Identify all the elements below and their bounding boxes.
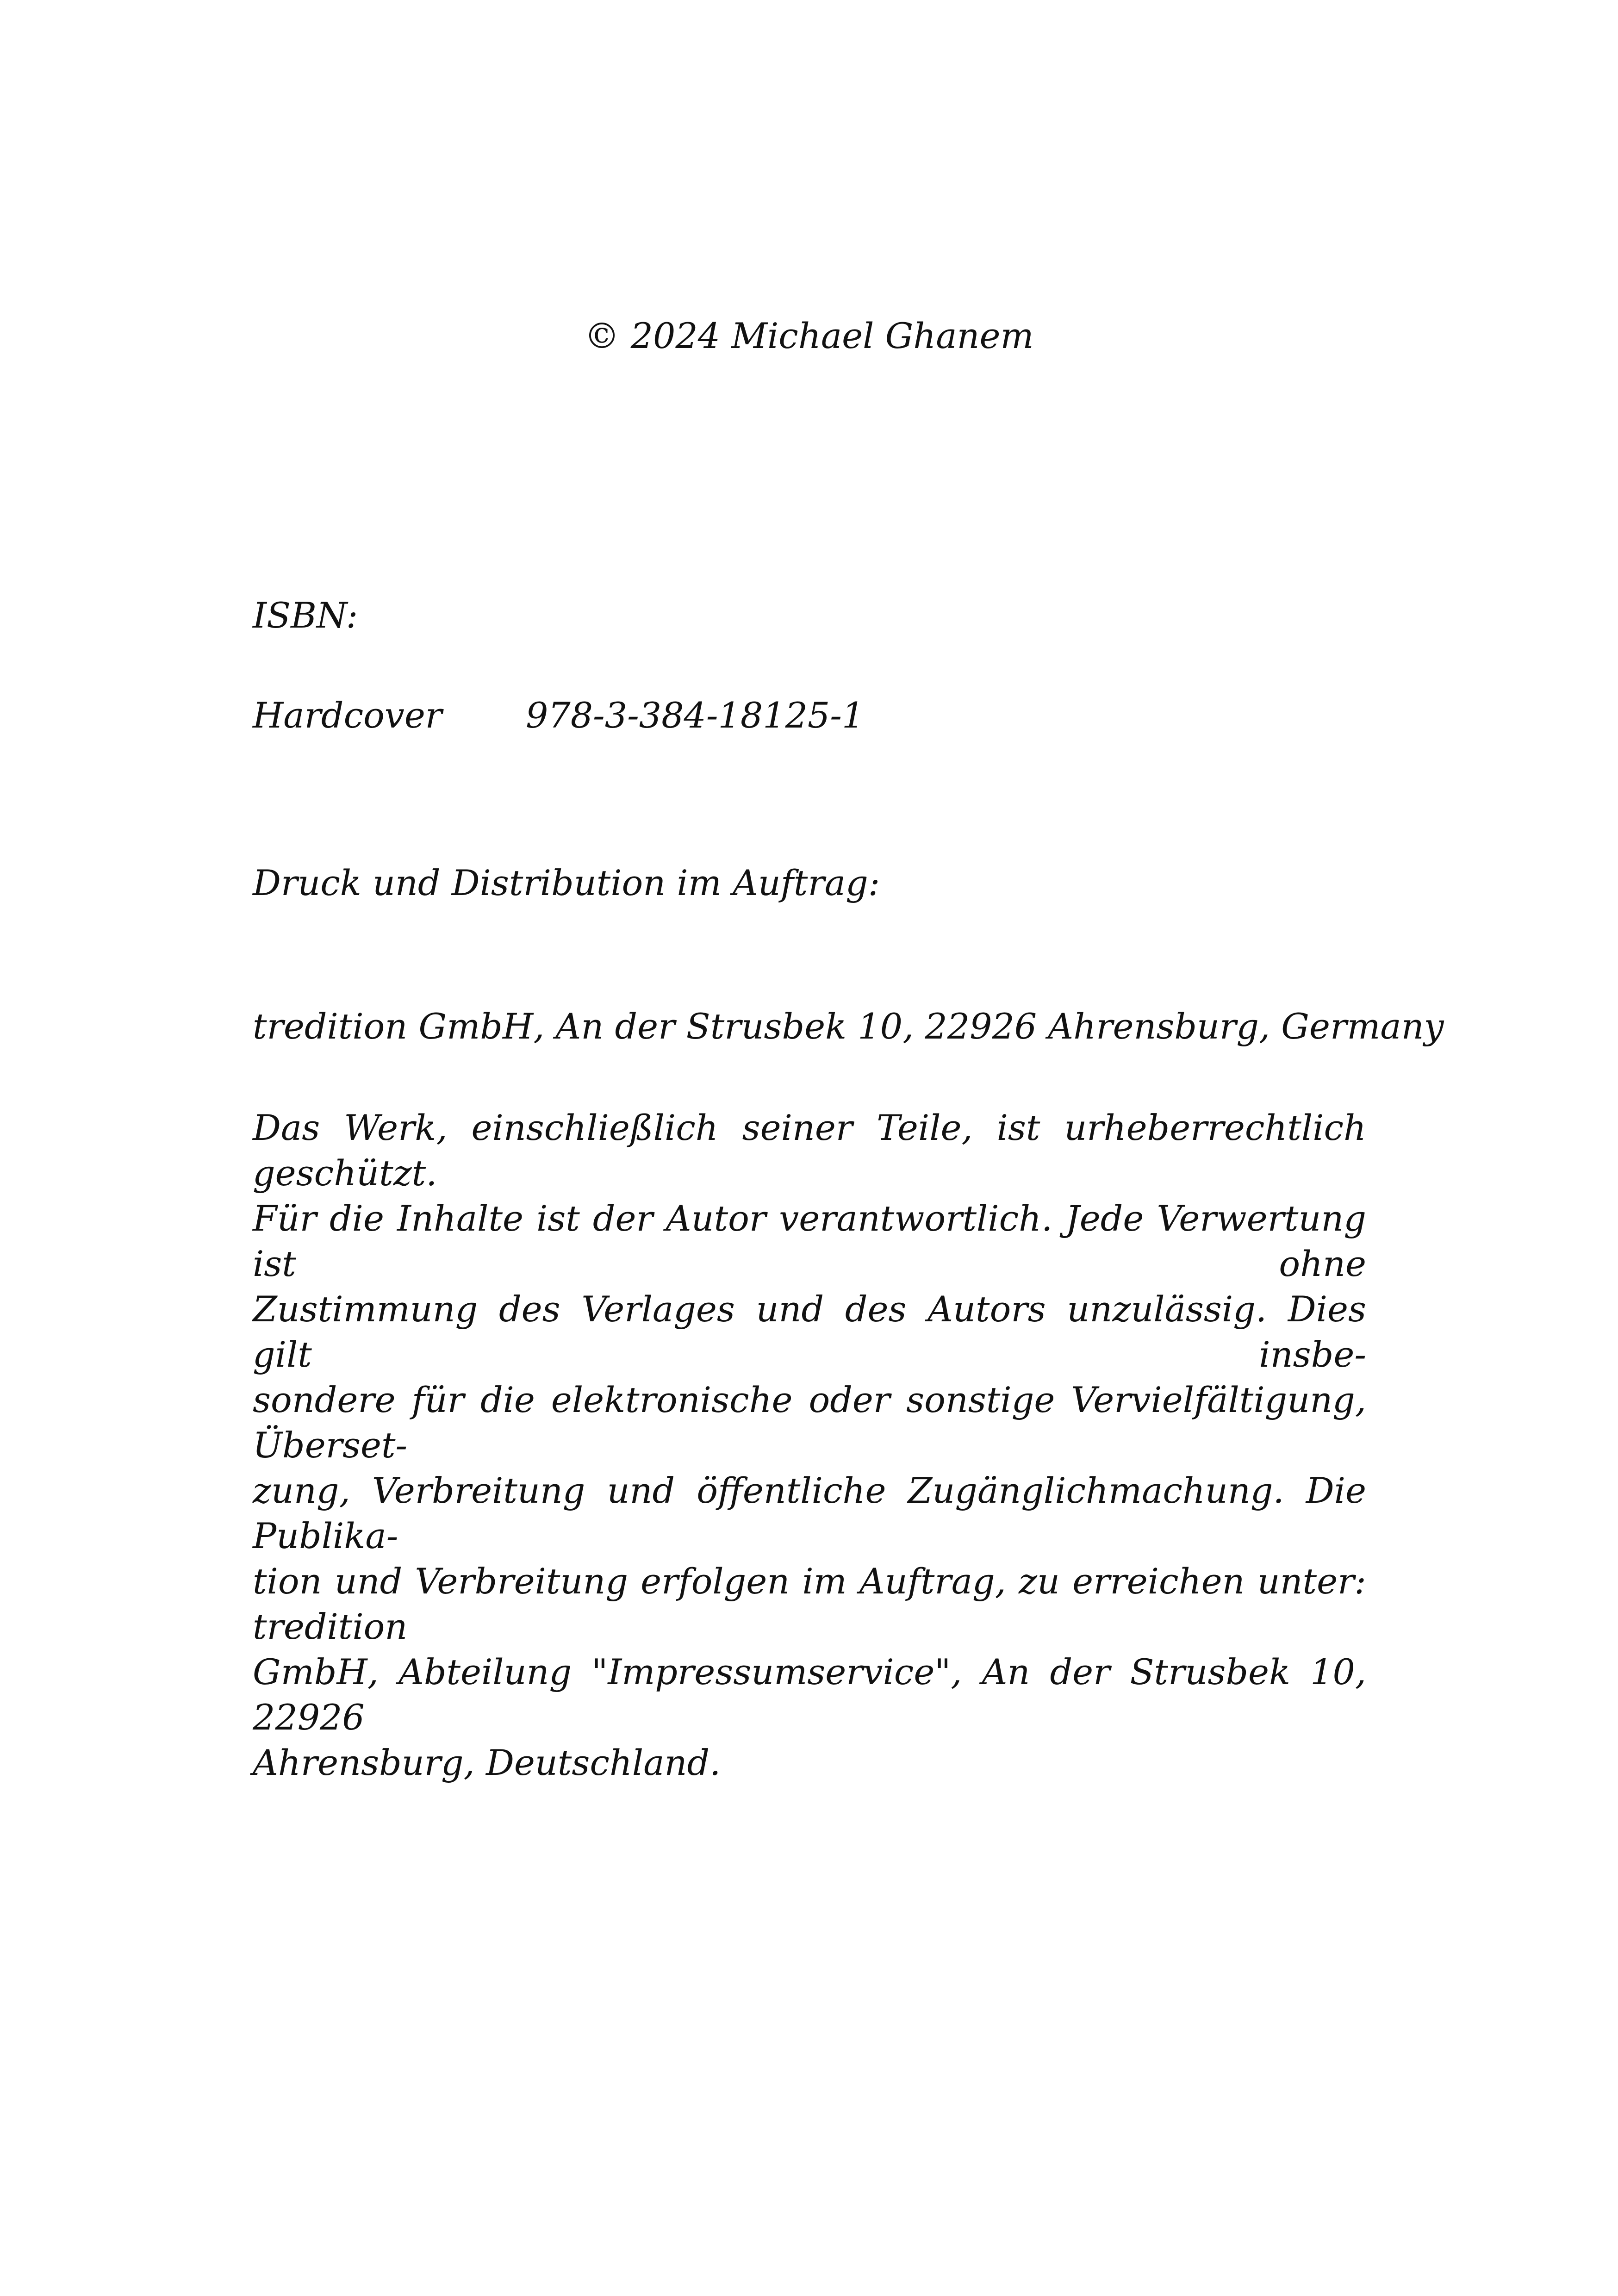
isbn-format-label: Hardcover — [253, 695, 442, 736]
publisher-address: tredition GmbH, An der Strusbek 10, 22926 Ahrensburg, Germany — [253, 1006, 1444, 1047]
legal-line: tion und Verbreitung erfolgen im Auftrag, zu erreichen unter: tredition — [253, 1561, 1366, 1647]
legal-notice — [253, 1105, 1366, 1786]
legal-line: zung, Verbreitung und öffentliche Zugänglichmachung. Die Publika- — [253, 1470, 1366, 1556]
isbn-label: ISBN: — [253, 595, 358, 636]
copyright-notice: © 2024 Michael Ghanem — [584, 315, 1034, 356]
legal-line: Zustimmung des Verlages und des Autors unzulässig. Dies gilt insbe- — [253, 1288, 1366, 1375]
isbn-number: 978-3-384-18125-1 — [526, 695, 865, 736]
legal-line: GmbH, Abteilung "Impressumservice", An der Strusbek 10, 22926 — [253, 1651, 1366, 1738]
print-distribution-label: Druck und Distribution im Auftrag: — [253, 862, 880, 903]
legal-line: Das Werk, einschließlich seiner Teile, ist urheberrechtlich geschützt. — [253, 1107, 1366, 1194]
legal-line: Ahrensburg, Deutschland. — [253, 1742, 721, 1783]
legal-line: Für die Inhalte ist der Autor verantwortlich. Jede Verwertung ist ohne — [253, 1198, 1366, 1284]
legal-line: sondere für die elektronische oder sonstige Vervielfältigung, Überset- — [253, 1379, 1366, 1466]
